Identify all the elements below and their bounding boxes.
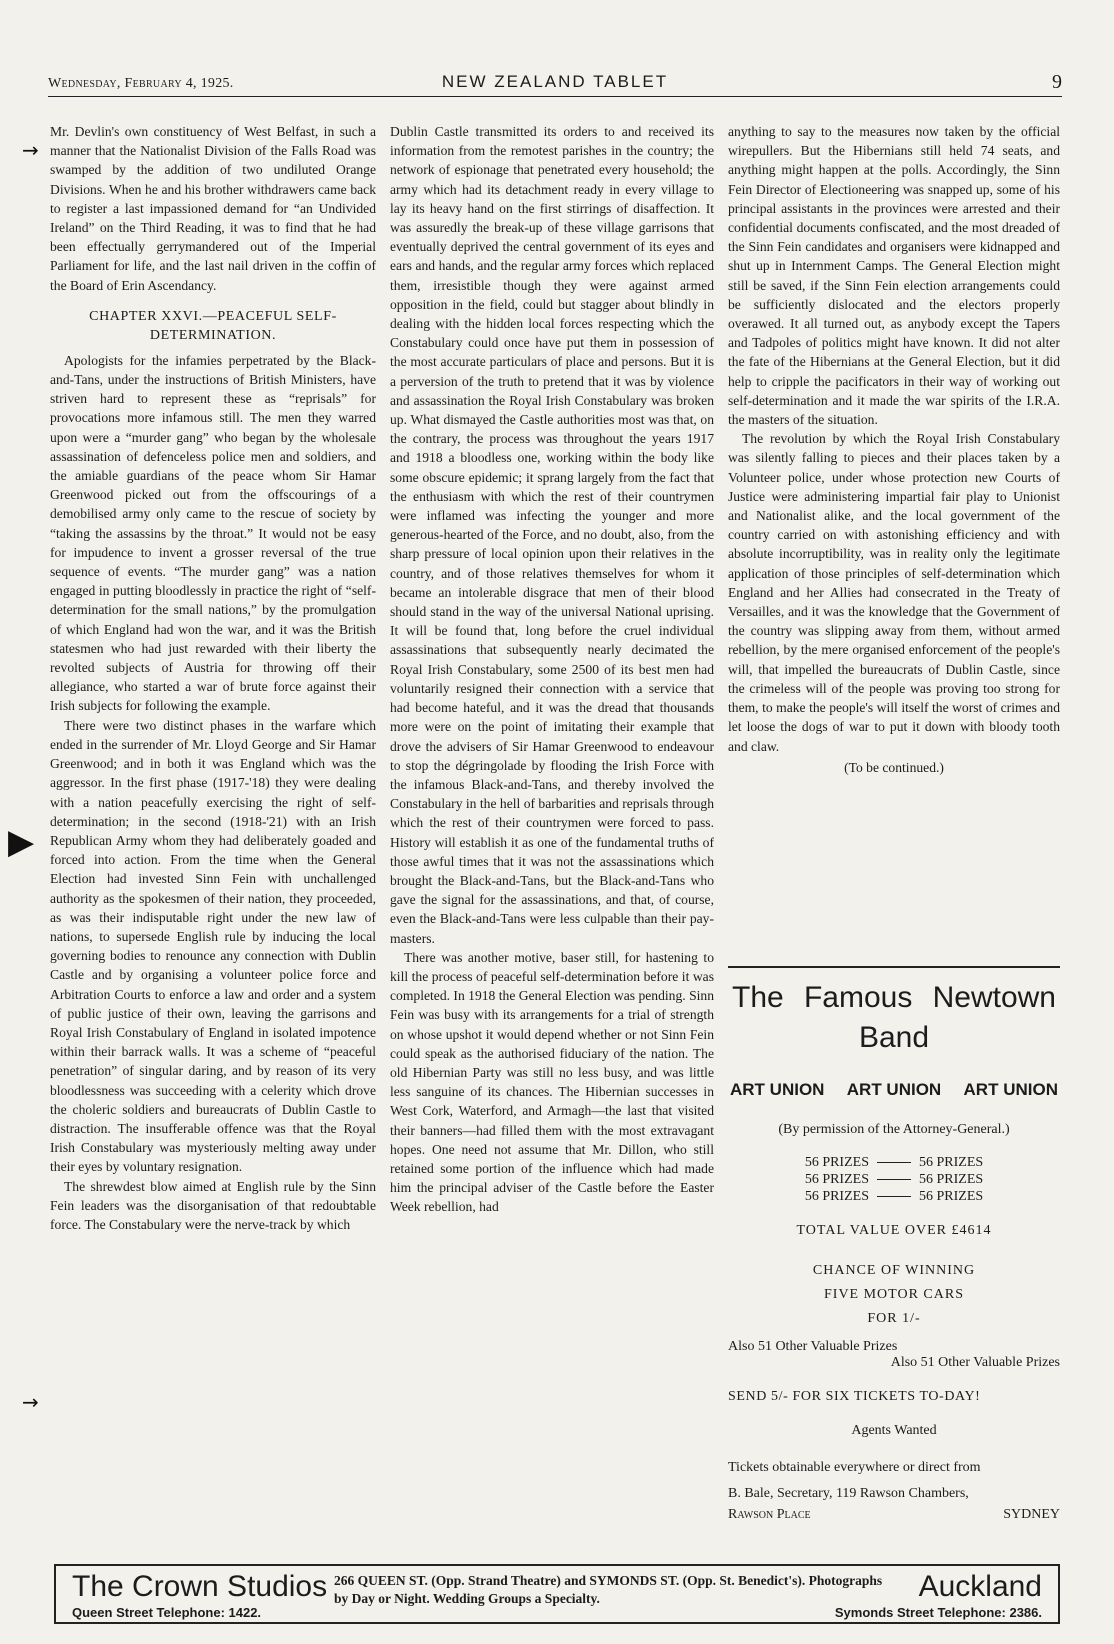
band-art-union-advert bbox=[728, 966, 1060, 1558]
advert-title-word: The bbox=[732, 981, 784, 1014]
article-column-2 bbox=[390, 122, 714, 1552]
article-column-1 bbox=[50, 122, 376, 1552]
chance-line: FIVE MOTOR CARS bbox=[824, 1287, 964, 1302]
chance-block bbox=[728, 1259, 1060, 1331]
prize-left: 56 PRIZES bbox=[804, 1155, 869, 1170]
article-paragraph: Apologists for the infamies perpetrated by the Black-and-Tans, under the instructions of British Ministers, have striven hard to represent these as “reprisals” for provocations more infamous still. The men they warred upon were a “murder gang” who began by the wholesale assassination of defenceless police men and soldiers, and the amiable guardians of the peace whom Sir Hamar Greenwood picked out from the offscourings of a demobilised army only came to the rescue of society by “taking the assassins by the throat.” It would not be easy for impudence to invent a grosser reversal of the true sequence of events. “The murder gang” was a nation engaged in putting bloodlessly in practice the right of “self-determination for the small nations,” by the promulgation of which England had won the war, and it was the British statesmen who had just rewarded with their liberty the revolted subjects of Austria for throwing off their allegiance, who started a war of brute force against their Irish subjects for following the example. bbox=[50, 352, 376, 714]
art-union-label: ART UNION bbox=[846, 1080, 942, 1099]
advert-title-word: Famous bbox=[803, 981, 913, 1014]
art-union-label: ART UNION bbox=[963, 1080, 1058, 1099]
studio-name: The Crown Studios bbox=[72, 1570, 328, 1603]
chance-line: FOR 1/- bbox=[867, 1311, 921, 1326]
prize-right: 56 PRIZES bbox=[919, 1189, 984, 1204]
prize-left: 56 PRIZES bbox=[804, 1172, 869, 1187]
advert-title bbox=[728, 978, 1060, 1058]
article-paragraph: The shrewdest blow aimed at English rule by the Sinn Fein leaders was the disorganisation of that redoubtable force. The Constabulary were the nerve-track by which bbox=[50, 1178, 376, 1232]
prize-right: 56 PRIZES bbox=[919, 1172, 984, 1187]
prize-dash bbox=[877, 1196, 911, 1205]
chapter-heading: CHAPTER XXVI.—PEACEFUL SELF-DETERMINATION. bbox=[89, 308, 337, 343]
studio-address: 266 QUEEN ST. (Opp. Strand Theatre) and SYMONDS ST. (Opp. St. Benedict's). Photographs by Day or Night. Wedding Groups a Specialty. bbox=[334, 1573, 883, 1606]
article-paragraph: Dublin Castle transmitted its orders to and received its information from the remotest parishes in the country; the network of espionage that penetrated every household; the army which had its detachment ready in every village to lay its heavy hand on the first stirrings of disaffection. It was assuredly the break-up of these village garrisons that eventually deprived the central government of its eyes and ears and hands, and the regular army forces which replaced them, irresistible though they were against armed opposition in the field, could but stagger about blindly in dealing with the hidden local forces respecting which the Constabulary could once have put them in possession of the most accurate particulars of place and persons. But it is a perversion of the truth to pretend that it was by violence and assassination the Royal Irish Constabulary was broken up. What dismayed the Castle authorities most was that, on the contrary, the process was throughout the years 1917 and 1918 a bloodless one, working within the body like some obscure epidemic; it sprang largely from the fact that the enthusiasm with which the rest of their countrymen were inflamed was infecting the younger and more generous-hearted of the Force, and no doubt, also, from the sharp pressure of local opinion upon their relatives in the country, and of those relatives themselves for whom it became an intolerable disgrace that men of their blood should stand in the way of the universal National uprising. It will be found that, long before the cruel individual assassinations that subsequently nearly decimated the Royal Irish Constabulary, some 2500 of its best men had voluntarily resigned their connection with a service that had become hateful, and it was the dread that thousands more were on the point of imitating their example that drove the advisers of Sir Hamar Greenwood to endeavour to stop the dégringolade by flooding the Irish Force with the infamous Black-and-Tans, and thereby involved the Constabulary in the hell of barbarities and reprisals through which the rest of their countrymen were forced to pass. History will establish it as one of the fundamental truths of those awful times that it was not the assassinations which brought the Black-and-Tans, but the Black-and-Tans who gave the signal for the assassinations, and that, of course, even the Black-and-Tans were less culpable than their pay-masters. bbox=[390, 124, 714, 946]
prize-list bbox=[728, 1154, 1060, 1205]
address-row bbox=[728, 1507, 1060, 1523]
prize-row bbox=[728, 1154, 1060, 1171]
tickets-line: B. Bale, Secretary, 119 Rawson Chambers, bbox=[728, 1486, 969, 1501]
tickets-line: Tickets obtainable everywhere or direct from bbox=[728, 1460, 981, 1475]
advert-title-word: Newtown bbox=[932, 981, 1056, 1014]
art-union-label: ART UNION bbox=[730, 1080, 825, 1099]
article-paragraph: Mr. Devlin's own constituency of West Belfast, in such a manner that the Nationalist Division of the Falls Road was swamped by the addition of two undiluted Orange Divisions. When he and his brother withdrawers came back to register a last impassioned demand for “an Undivided Ireland” on the Third Reading, it was to find that he had been effectually gerrymandered out of the Imperial Parliament for life, and the last nail driven in the coffin of the Board of Erin Ascendancy. bbox=[50, 124, 376, 293]
agents-wanted: Agents Wanted bbox=[851, 1423, 937, 1438]
address-city: SYDNEY bbox=[1003, 1507, 1060, 1522]
prize-left: 56 PRIZES bbox=[804, 1189, 869, 1204]
page-number: 9 bbox=[1052, 71, 1062, 93]
page-header bbox=[48, 66, 1062, 97]
article-paragraph: The revolution by which the Royal Irish Constabulary was silently falling to pieces and their places taken by a Volunteer police, under whose protection new Courts of Justice were administering impartial fair play to Unionist and Nationalist alike, and the local government of the country carried on with astonishing efficiency and with absolute incorruptibility, was in reality only the legitimate application of those principles of self-determination which England and her Allies had consecrated in the Treaty of Versailles, and it was the knowledge that the Government of the country was slipping away from them, without armed rebellion, by the mere organised enforcement of the people's will, that impelled the bureaucrats of Dublin Castle, since the crimeless will of the people was proving too strong for them, to make the people's will itself the worst of crimes and let loose the dogs of war to put it down with bloody tooth and claw. bbox=[728, 431, 1060, 754]
article-paragraph: anything to say to the measures now taken by the official wirepullers. But the Hibernians still held 74 seats, and anything might happen at the polls. Accordingly, the Sinn Fein Director of Electioneering was snapped up, some of his principal assistants in the provinces were arrested and their confidential documents confiscated, and the most dreaded of the Sinn Fein candidates and organisers were kidnapped and shut up in Internment Camps. The General Election might still be saved, if the Sinn Fein election arrangements could be sufficiently dislocated and the electors properly overawed. It all turned out, as anybody except the Tapers and Tadpoles of politics might have known. It did not alter the fate of the Hibernians at the General Election, but it did help to cripple the pacificators in their way of working out self-determination and it made the war spirits of the I.R.A. the masters of the situation. bbox=[728, 124, 1060, 428]
art-union-row bbox=[730, 1080, 1058, 1100]
crown-studios-advert bbox=[54, 1564, 1060, 1624]
other-prizes-line: Also 51 Other Valuable Prizes bbox=[890, 1355, 1060, 1370]
other-prizes-line: Also 51 Other Valuable Prizes bbox=[728, 1339, 898, 1354]
continued-note: (To be continued.) bbox=[844, 759, 944, 775]
prize-row bbox=[728, 1188, 1060, 1205]
permission-note: (By permission of the Attorney-General.) bbox=[778, 1122, 1010, 1137]
issue-date: Wednesday, February 4, 1925. bbox=[48, 76, 234, 91]
studio-city: Auckland bbox=[918, 1570, 1042, 1603]
total-value: TOTAL VALUE OVER £4614 bbox=[796, 1223, 992, 1238]
article-column-3 bbox=[728, 122, 1060, 960]
prize-right: 56 PRIZES bbox=[919, 1155, 984, 1170]
tickets-info bbox=[728, 1455, 1060, 1507]
chance-line: CHANCE OF WINNING bbox=[812, 1263, 976, 1278]
margin-flag-mark: ▶ bbox=[8, 822, 35, 862]
article-paragraph: There was another motive, baser still, for hastening to kill the process of peaceful self-determination before it was completed. In 1918 the General Election was pending. Sinn Fein was busy with its arrangements for a trial of strength on whose upshot it would depend whether or not Sinn Fein could speak as the authorised fiduciary of the nation. The old Hibernian Party was still no less busy, and was little less sanguine of its chances. The Hibernian successes in West Cork, Waterford, and Armagh—the last that visited their banners—had filled them with the most extravagant hopes. One need not assume that Mr. Dillon, who still retained some portion of the influence which had made him the principal adviser of the Castle before the Easter Week rebellion, had bbox=[390, 949, 714, 1215]
prize-row bbox=[728, 1171, 1060, 1188]
margin-arrow-mark-2: → bbox=[22, 1390, 39, 1414]
article-paragraph: There were two distinct phases in the warfare which ended in the surrender of Mr. Lloyd George and Sir Hamar Greenwood; and in both it was England which was the aggressor. In the first phase (1917-'18) they were dealing with a nation peacefully exercising the right of self-determination; in the second (1918-'21) with an Irish Republican Army whom they had deliberately goaded and forced into action. From the time when the General Election had invested Sinn Fein with unchallenged authority as the spokesmen of their nation, they proceeded, as was their indisputable right under the new law of nations, to supersede English rule by inducing the local governing bodies to renounce any connection with Dublin Castle and by organising a volunteer police force and Arbitration Courts to enforce a law and order and a system of public justice of their own, leaving the garrisons and Royal Irish Constabulary of England in isolated impotence within their barrack walls. It was a scheme of “peaceful penetration” of singular daring, and by reason of its very bloodlessness was succeeding with a celerity which drove the choleric soldiers and bureaucrats of Dublin Castle to distraction. The insufferable offence was that the Royal Irish Constabulary was mysteriously melting away under their eyes by voluntary resignation. bbox=[50, 717, 376, 1175]
studio-phone-symonds: Symonds Street Telephone: 2386. bbox=[834, 1605, 1042, 1620]
address-place: Rawson Place bbox=[728, 1507, 811, 1522]
prize-dash bbox=[877, 1179, 911, 1188]
prize-dash bbox=[877, 1162, 911, 1171]
send-offer: SEND 5/- FOR SIX TICKETS TO-DAY! bbox=[728, 1389, 981, 1404]
advert-title-word: Band bbox=[858, 1021, 930, 1054]
margin-arrow-mark: → bbox=[22, 138, 39, 162]
masthead-title: NEW ZEALAND TABLET bbox=[441, 72, 669, 91]
studio-phone-queen: Queen Street Telephone: 1422. bbox=[72, 1605, 262, 1620]
